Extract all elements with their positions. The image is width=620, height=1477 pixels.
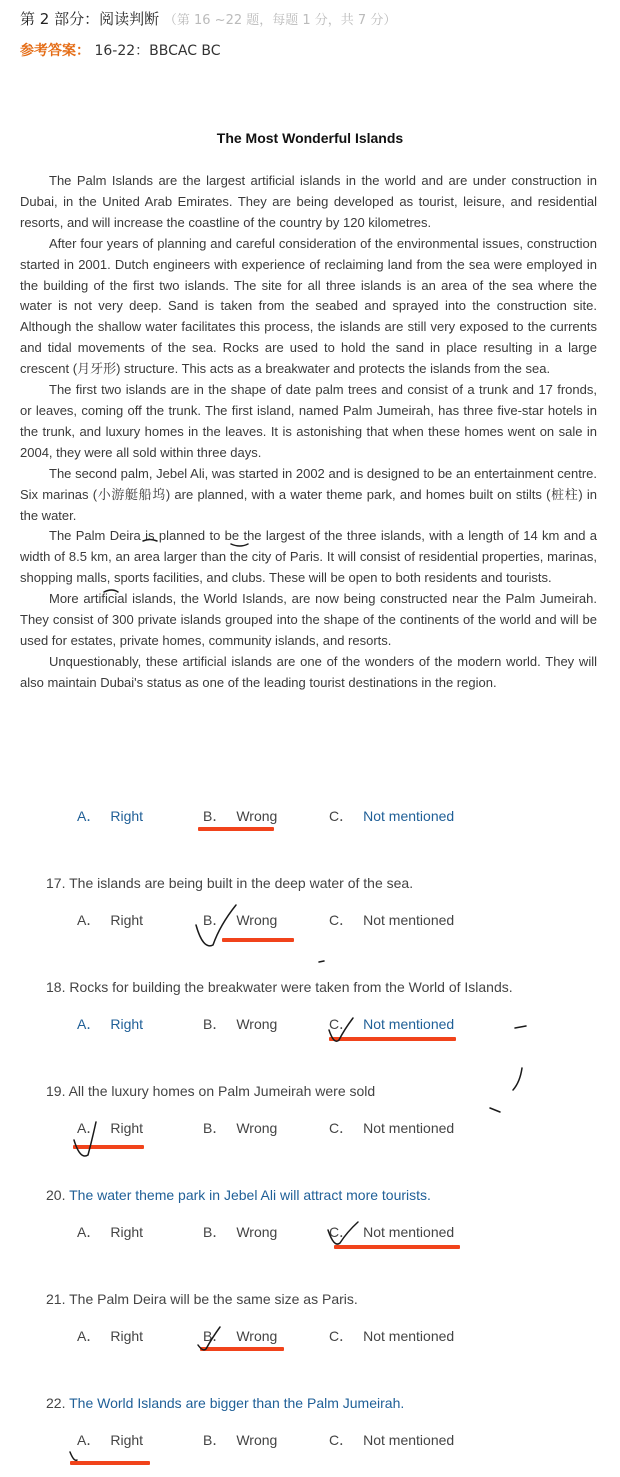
option-label: Right	[110, 1016, 144, 1032]
question-number: 22.	[46, 1395, 66, 1411]
answer-key-label: 参考答案：	[20, 43, 90, 59]
option-letter: C．	[329, 1224, 354, 1240]
option-letter: C．	[329, 808, 354, 824]
question-text: The water theme park in Jebel Ali will attract more tourists.	[69, 1187, 431, 1203]
passage-paragraph: The Palm Islands are the largest artificial islands in the world and are under construction in Dubai, in the United Arab Emirates. They are being developed as tourist, leisure, and residential resorts, and will increase the coastline of the country by 120 kilometres.	[20, 173, 597, 230]
option-letter: A．	[77, 1224, 101, 1240]
option-label: Not mentioned	[363, 912, 455, 928]
pen-stroke	[515, 1026, 526, 1028]
option-letter: A．	[77, 1432, 101, 1448]
option-label: Wrong	[236, 912, 278, 928]
passage-paragraph: The Palm Deira is planned to be the largest of the three islands, with a length of 14 km and a width of 8.5 km, an area larger than the city of Paris. It will consist of residential properties, marinas, shopping malls, sports facilities, and clubs. These will be open to both residents and tourists.	[20, 528, 597, 586]
option-label: Wrong	[236, 1016, 278, 1032]
option-label: Right	[110, 912, 144, 928]
option-letter: A．	[77, 912, 101, 928]
option-label: Not mentioned	[363, 1328, 455, 1344]
checkmark-icon	[196, 905, 236, 946]
passage-title: The Most Wonderful Islands	[216, 130, 404, 146]
option-label: Right	[110, 1432, 144, 1448]
section-title: 第 2 部分：阅读判断	[20, 10, 160, 28]
checkmark-icon	[329, 1018, 353, 1041]
option-label: Not mentioned	[363, 1224, 455, 1240]
option-label: Right	[110, 808, 144, 824]
option-letter: B．	[203, 1224, 227, 1240]
option-label: Not mentioned	[363, 1016, 455, 1032]
option-letter: B．	[203, 1432, 227, 1448]
option-label: Not mentioned	[363, 808, 455, 824]
option-label: Wrong	[236, 1432, 278, 1448]
passage-paragraph: After four years of planning and careful consideration of the environmental issues, construction started in 2001. Dutch engineers with experience of reclaiming land from the sea were employed in the building of the first two islands. The site for all three islands is an area of the sea where the water is not very deep. Sand is taken from the seabed and sprayed into the construction site. Although the shallow water facilitates this process, the islands are still very exposed to the currents and tidal movements of the sea. Rocks are used to hold the sand in place resulting in a large crescent (月牙形) structure. This acts as a breakwater and protects the islands from the sea.	[20, 235, 597, 377]
option-letter: A．	[77, 1120, 101, 1136]
pen-stroke	[143, 540, 157, 542]
option-letter: C．	[329, 1328, 354, 1344]
question-number: 20.	[46, 1187, 66, 1203]
pen-stroke	[104, 590, 118, 592]
section-note: （第 16 ~22 题，每题 1 分，共 7 分）	[163, 13, 397, 28]
question-number: 17.	[46, 875, 66, 891]
question-text: The World Islands are bigger than the Palm Jumeirah.	[69, 1395, 405, 1411]
checkmark-icon	[70, 1452, 77, 1460]
option-letter: A．	[77, 808, 101, 824]
passage-paragraph: Unquestionably, these artificial islands are one of the wonders of the modern world. They will also maintain Dubai's status as one of the leading tourist destinations in the region.	[20, 653, 597, 690]
option-label: Not mentioned	[363, 1432, 455, 1448]
option-letter: A．	[77, 1016, 101, 1032]
option-label: Wrong	[236, 1120, 278, 1136]
option-label: Wrong	[236, 1224, 278, 1240]
question-text: Rocks for building the breakwater were taken from the World of Islands.	[69, 979, 513, 995]
question-number: 18.	[46, 979, 66, 995]
option-letter: C．	[329, 1120, 354, 1136]
passage-paragraph: The second palm, Jebel Ali, was started in 2002 and is designed to be an entertainment centre. Six marinas (小游艇船坞) are planned, with a water theme park, and homes built on stilts (桩柱) in the water.	[20, 465, 597, 523]
answer-key-value: 16-22：BBCAC BC	[94, 43, 221, 59]
option-letter: B．	[203, 912, 227, 928]
question-text: All the luxury homes on Palm Jumeirah were sold	[68, 1083, 376, 1099]
option-letter: A．	[77, 1328, 101, 1344]
option-label: Right	[110, 1120, 144, 1136]
option-label: Wrong	[236, 808, 278, 824]
passage-paragraph: More artificial islands, the World Islands, are now being constructed near the Palm Jumeirah. They consist of 300 private islands grouped into the shape of the continents of the world and will be used for estates, private homes, community islands, and resorts.	[20, 591, 597, 648]
question-number: 19.	[46, 1083, 66, 1099]
question-text: The islands are being built in the deep water of the sea.	[69, 875, 414, 891]
option-letter: C．	[329, 1432, 354, 1448]
checkmark-icon	[328, 1222, 358, 1244]
pen-stroke	[231, 544, 248, 546]
checkmark-icon	[198, 1327, 220, 1350]
option-label: Right	[110, 1328, 144, 1344]
question-number: 21.	[46, 1291, 66, 1307]
passage-paragraph: The first two islands are in the shape of date palm trees and consist of a trunk and 17 fronds, or leaves, coming off the trunk. The first island, named Palm Jumeirah, has three five-star hotels in the trunk, and luxury homes in the leaves. It is astonishing that when these homes went on sale in 2004, they were all sold within three days.	[20, 382, 597, 460]
option-letter: B．	[203, 1328, 227, 1344]
option-label: Right	[110, 1224, 144, 1240]
pen-stroke	[490, 1108, 500, 1112]
option-letter: B．	[203, 808, 227, 824]
option-label: Wrong	[236, 1328, 278, 1344]
option-label: Not mentioned	[363, 1120, 455, 1136]
pen-stroke	[319, 961, 324, 962]
option-letter: B．	[203, 1016, 227, 1032]
option-letter: B．	[203, 1120, 227, 1136]
pen-stroke	[513, 1068, 522, 1090]
question-text: The Palm Deira will be the same size as Paris.	[69, 1291, 358, 1307]
option-letter: C．	[329, 1016, 354, 1032]
checkmark-icon	[74, 1122, 96, 1156]
option-letter: C．	[329, 912, 354, 928]
